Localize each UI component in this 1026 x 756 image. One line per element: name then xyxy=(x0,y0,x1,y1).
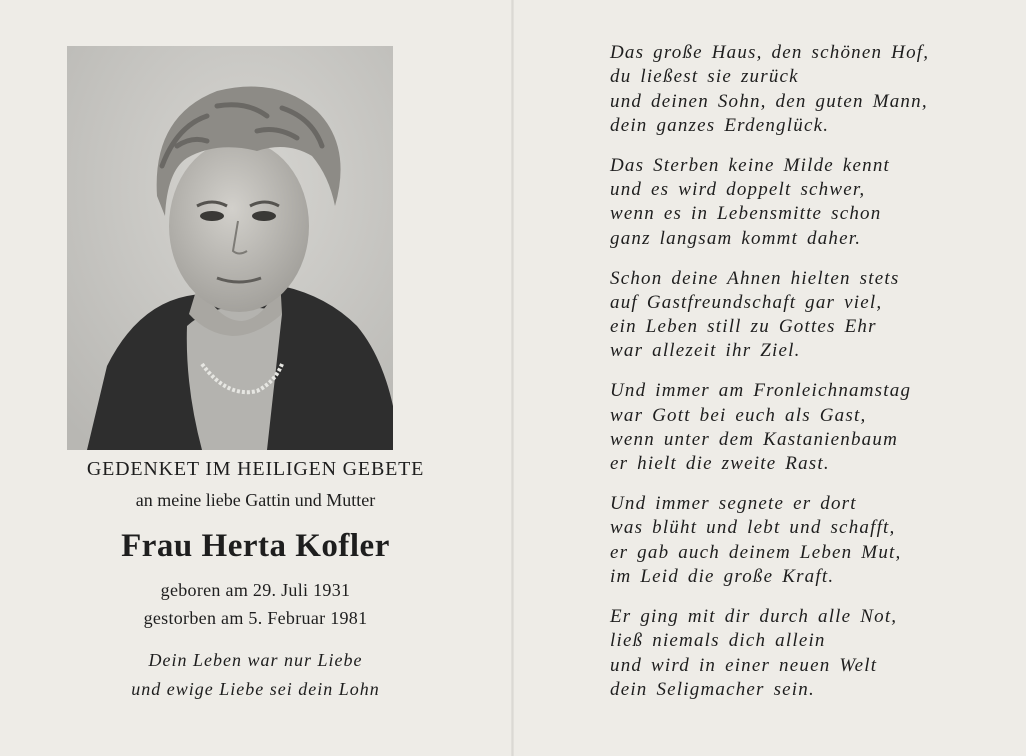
motto-line: und ewige Liebe sei dein Lohn xyxy=(131,679,380,699)
poem-line: Er ging mit dir durch alle Not, xyxy=(610,605,898,627)
poem-line: wenn es in Lebensmitte schon xyxy=(610,203,882,225)
poem-stanza xyxy=(610,379,929,476)
poem-line: er hielt die zweite Rast. xyxy=(610,453,830,475)
poem-line: und wird in einer neuen Welt xyxy=(610,654,878,676)
poem-line: war allezeit ihr Ziel. xyxy=(610,340,801,362)
poem-line: ließ niemals dich allein xyxy=(610,630,826,652)
poem-line: im Leid die große Kraft. xyxy=(610,566,835,588)
poem-line: er gab auch deinem Leben Mut, xyxy=(610,541,902,563)
death-date: gestorben am 5. Februar 1981 xyxy=(143,608,368,628)
poem-line: dein ganzes Erdenglück. xyxy=(610,114,830,136)
poem-stanza xyxy=(610,267,929,364)
poem-line: Und immer am Fronleichnamstag xyxy=(610,380,912,402)
poem-line: wenn unter dem Kastanienbaum xyxy=(610,428,898,450)
poem-line: was blüht und lebt und schafft, xyxy=(610,517,896,539)
poem-line: dein Seligmacher sein. xyxy=(610,678,815,700)
poem-line: Das Sterben keine Milde kennt xyxy=(610,154,890,176)
poem-stanza xyxy=(610,41,929,138)
poem-line: Und immer segnete er dort xyxy=(610,493,857,515)
poem-line: auf Gastfreundschaft gar viel, xyxy=(610,291,883,313)
birth-date: geboren am 29. Juli 1931 xyxy=(160,580,351,600)
deceased-name: Frau Herta Kofler xyxy=(121,528,390,564)
memorial-heading: GEDENKET IM HEILIGEN GEBETE xyxy=(86,458,425,480)
poem xyxy=(610,41,929,702)
right-panel xyxy=(514,0,1026,756)
poem-line: war Gott bei euch als Gast, xyxy=(610,404,867,426)
poem-line: Schon deine Ahnen hielten stets xyxy=(610,267,900,289)
poem-line: und es wird doppelt schwer, xyxy=(610,179,866,201)
poem-stanza xyxy=(610,605,929,702)
dedication-line: an meine liebe Gattin und Mutter xyxy=(135,490,376,510)
motto-line: Dein Leben war nur Liebe xyxy=(148,650,363,670)
poem-stanza xyxy=(610,492,929,589)
portrait-photo xyxy=(67,46,393,450)
poem-stanza xyxy=(610,154,929,251)
poem-line: ganz langsam kommt daher. xyxy=(610,227,862,249)
poem-line: und deinen Sohn, den guten Mann, xyxy=(610,90,928,112)
poem-line: ein Leben still zu Gottes Ehr xyxy=(610,316,877,338)
poem-line: du ließest sie zurück xyxy=(610,66,799,88)
poem-line: Das große Haus, den schönen Hof, xyxy=(610,42,930,63)
left-panel xyxy=(0,0,511,756)
